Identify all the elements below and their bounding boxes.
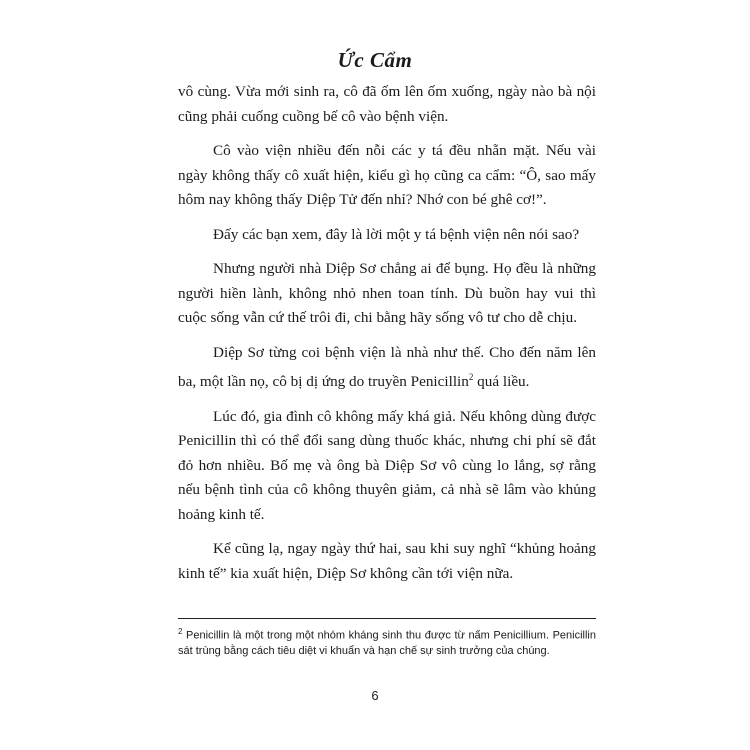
footnote-text: Penicillin là một trong một nhóm kháng sinh thu được từ nấm Penicillium. Penicillin sát trùng bằng cách tiêu diệt vi khuẩn và hạn chế sự sinh trưởng của chúng. — [178, 629, 596, 658]
paragraph-1: vô cùng. Vừa mới sinh ra, cô đã ốm lên ốm xuống, ngày nào bà nội cũng phải cuống cuồng bế cô vào bệnh viện. — [178, 83, 596, 125]
paragraph-2: Cô vào viện nhiều đến nỗi các y tá đều nhẵn mặt. Nếu vài ngày không thấy cô xuất hiện, kiểu gì họ cũng ca cẩm: “Ô, sao mấy hôm nay không thấy Diệp Tử đến nhỉ? Nhớ con bé ghê cơ!”. — [178, 142, 596, 208]
paragraph-5-text: Diệp Sơ từng coi bệnh viện là nhà như thế. Cho đến năm lên ba, một lần nọ, cô bị dị ứng do truyền Penicillin — [178, 343, 596, 391]
paragraph-3: Đấy các bạn xem, đây là lời một y tá bệnh viện nên nói sao? — [213, 225, 580, 243]
paragraph-7: Kể cũng lạ, ngay ngày thứ hai, sau khi suy nghĩ “khủng hoảng kinh tế” kia xuất hiện, Diệp Sơ không cần tới viện nữa. — [178, 540, 596, 582]
paragraph-6: Lúc đó, gia đình cô không mấy khá giả. Nếu không dùng được Penicillin thì có thể đổi sang dùng thuốc khác, nhưng chi phí sẽ đắt đỏ hơn nhiều. Bố mẹ và ông bà Diệp Sơ vô cùng lo lắng, sợ rằng nếu bệnh tình của cô không thuyên giảm, cả nhà sẽ lâm vào khủng hoảng kinh tế. — [178, 407, 596, 523]
paragraph-5 — [178, 341, 596, 395]
footnote-marker: 2 — [178, 627, 183, 636]
footnote-reference: 2 — [468, 372, 474, 382]
paragraph-5-end: quá liều. — [473, 373, 530, 391]
page-number: 6 — [371, 688, 379, 703]
footnote — [178, 624, 596, 660]
paragraph-4: Nhưng người nhà Diệp Sơ chẳng ai để bụng. Họ đều là những người hiền lành, không nhỏ nhen toan tính. Dù buồn hay vui thì cuộc sống vẫn cứ thế trôi đi, chi bằng hãy sống vô tư cho dễ chịu. — [178, 260, 596, 326]
running-header: Ức Cẩm — [337, 48, 413, 72]
footnote-divider — [178, 618, 596, 619]
body-text — [178, 80, 596, 596]
